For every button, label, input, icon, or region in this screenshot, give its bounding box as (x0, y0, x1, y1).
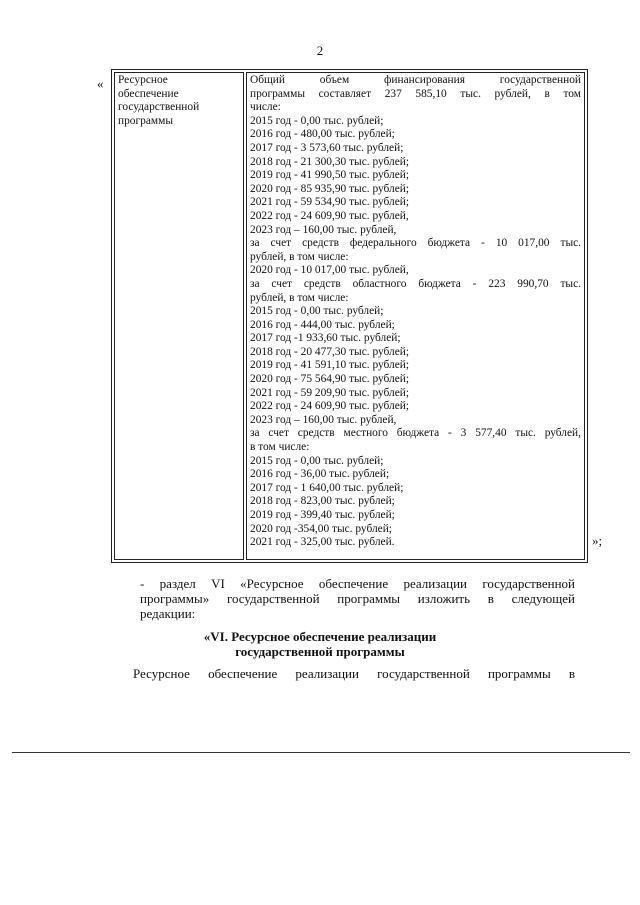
content-line: 2021 год - 325,00 тыс. рублей. (250, 536, 395, 549)
paragraph-line: программы» государственной программы изложить в следующей (140, 591, 575, 606)
label-line: Ресурсное (118, 74, 168, 86)
content-line: рублей, в том числе: (250, 250, 349, 263)
content-line: 2019 год - 41 591,10 тыс. рублей; (250, 359, 410, 372)
content-line: 2020 год -354,00 тыс. рублей; (250, 522, 392, 535)
content-line: 2023 год – 160,00 тыс. рублей, (250, 223, 397, 236)
label-line: программы (118, 114, 173, 127)
closing-quote-mark: »; (592, 533, 603, 548)
content-line: программы составляет 237 585,10 тыс. рублей, в том (250, 87, 581, 100)
label-line: государственной (118, 101, 200, 114)
paragraph-line: - раздел VI «Ресурсное обеспечение реализации государственной (140, 576, 575, 591)
section-heading (0, 629, 640, 659)
heading-line: «VI. Ресурсное обеспечение реализации (203, 629, 437, 644)
content-line: 2023 год – 160,00 тыс. рублей, (250, 413, 397, 426)
content-line: 2015 год - 0,00 тыс. рублей; (250, 114, 384, 127)
table-content-cell (246, 72, 585, 560)
content-line: 2016 год - 444,00 тыс. рублей; (250, 318, 395, 331)
content-line: 2015 год - 0,00 тыс. рублей; (250, 305, 384, 318)
content-line: 2021 год - 59 209,90 тыс. рублей; (250, 386, 410, 399)
content-line: за счет средств федерального бюджета - 10 017,00 тыс. (250, 237, 581, 250)
content-line: 2016 год - 480,00 тыс. рублей; (250, 128, 395, 141)
table-row (114, 72, 585, 560)
content-line: Общий объем финансирования государственной (250, 74, 581, 86)
content-line: 2018 год - 823,00 тыс. рублей; (250, 495, 395, 508)
content-line: 2019 год - 399,40 тыс. рублей; (250, 509, 395, 521)
content-line: за счет средств областного бюджета - 223 990,70 тыс. (250, 277, 581, 290)
content-line: за счет средств местного бюджета - 3 577,40 тыс. рублей, (250, 427, 581, 440)
heading-line: государственной программы (235, 644, 405, 659)
content-line: 2017 год - 3 573,60 тыс. рублей; (250, 141, 404, 154)
content-line: 2018 год - 21 300,30 тыс. рублей; (250, 155, 410, 168)
content-line: 2017 год - 1 640,00 тыс. рублей; (250, 481, 404, 494)
page-divider-line (12, 752, 630, 753)
content-line: 2017 год -1 933,60 тыс. рублей; (250, 332, 401, 345)
paragraph-line: редакции: (140, 606, 196, 621)
content-line: числе: (250, 101, 281, 114)
body-text-line: Ресурсное обеспечение реализации государственной программы в (133, 666, 575, 681)
table-label-cell (114, 72, 244, 560)
page-number: 2 (316, 43, 324, 58)
content-line: 2020 год - 10 017,00 тыс. рублей, (250, 264, 409, 277)
resource-provision-table (111, 69, 588, 563)
amendment-paragraph (140, 576, 575, 621)
content-line: 2020 год - 75 564,90 тыс. рублей; (250, 373, 410, 386)
content-line: 2018 год - 20 477,30 тыс. рублей; (250, 345, 410, 358)
content-line: 2019 год - 41 990,50 тыс. рублей; (250, 169, 410, 182)
content-line: в том числе: (250, 441, 310, 454)
content-line: 2016 год - 36,00 тыс. рублей; (250, 468, 390, 481)
content-line: 2022 год - 24 609,90 тыс. рублей, (250, 209, 409, 222)
opening-quote-mark: « (97, 76, 104, 91)
content-line: рублей, в том числе: (250, 291, 349, 304)
content-line: 2022 год - 24 609,90 тыс. рублей; (250, 400, 410, 413)
label-line: обеспечение (118, 87, 179, 100)
content-line: 2015 год - 0,00 тыс. рублей; (250, 454, 384, 467)
content-line: 2020 год - 85 935,90 тыс. рублей; (250, 182, 410, 195)
content-line: 2021 год - 59 534,90 тыс. рублей; (250, 196, 410, 209)
